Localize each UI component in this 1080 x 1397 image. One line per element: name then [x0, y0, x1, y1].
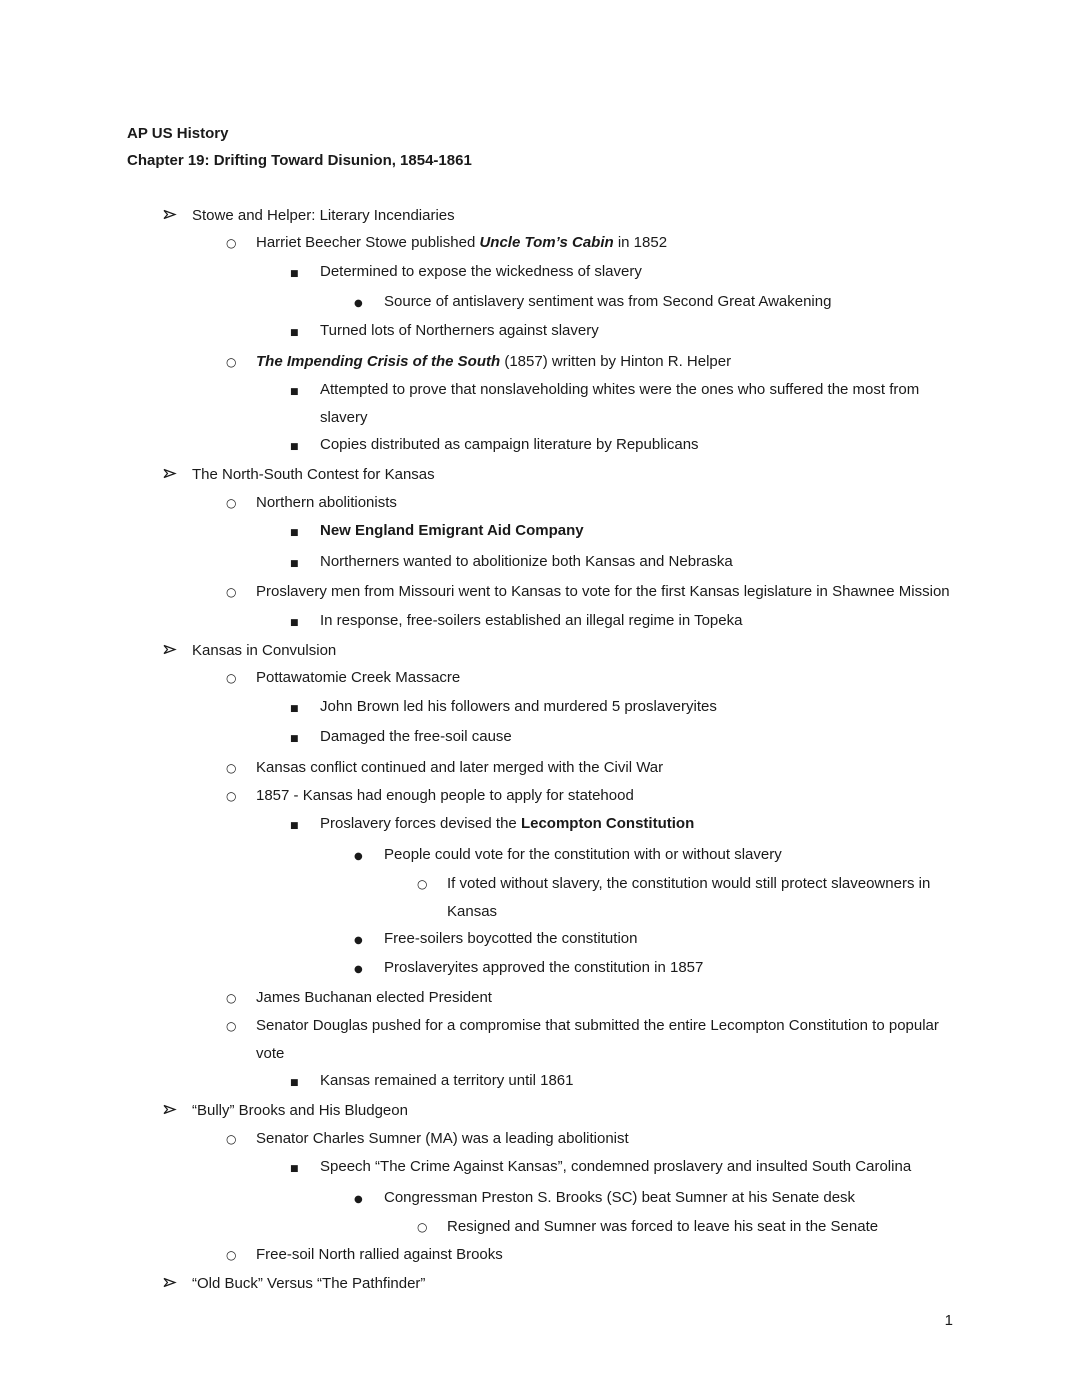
list-item: [162, 637, 953, 664]
bullet-arrow-icon: [162, 1097, 192, 1124]
list-item-text: Kansas remained a territory until 1861: [320, 1072, 574, 1089]
bullet-arrow-icon: [162, 461, 192, 488]
list-item-text: In response, free-soilers established an illegal regime in Topeka: [320, 611, 743, 629]
list-item-text: Attempted to prove that nonslaveholding whites were the ones who suffered the most from slavery: [320, 381, 920, 426]
list-item: [290, 548, 953, 578]
list-item-text: John Brown led his followers and murdered 5 proslaveryites: [320, 697, 717, 715]
bullet-circle-icon: ○: [226, 671, 237, 686]
list-item: [354, 954, 953, 983]
list-item-text: Pottawatomie Creek Massacre: [256, 669, 461, 687]
bullet-dot-icon: ●: [354, 850, 363, 862]
list-item: [162, 202, 953, 229]
bullet-square-icon: ■: [290, 268, 299, 279]
list-item: [354, 288, 953, 317]
outline-list: [127, 202, 953, 1297]
list-item-text: Damaged the free-soil cause: [320, 728, 512, 746]
list-item-text: Stowe and Helper: Literary Incendiaries: [192, 206, 455, 224]
bullet-circle-icon: ○: [417, 877, 428, 892]
list-item: [226, 984, 953, 1012]
list-item-text: Determined to expose the wickedness of slavery: [320, 262, 642, 280]
list-item: [290, 431, 953, 461]
bullet-square-icon: ■: [290, 1078, 299, 1088]
bullet-square-icon: ■: [290, 1164, 299, 1175]
document-subtitle: Chapter 19: Drifting Toward Disunion, 1854-1861: [127, 152, 472, 170]
bullet-arrow-icon: [162, 637, 192, 664]
list-item-text: New England Emigrant Aid Company: [320, 522, 584, 540]
list-item-text: Northern abolitionists: [256, 493, 397, 511]
bullet-circle-icon: ○: [226, 585, 237, 600]
bullet-circle-icon: ○: [226, 1019, 237, 1034]
list-item: [226, 754, 953, 782]
list-item-text: James Buchanan elected President: [256, 988, 492, 1006]
list-item-text: “Bully” Brooks and His Bludgeon: [192, 1102, 408, 1120]
list-item-text: Kansas conflict continued and later merged with the Civil War: [256, 758, 664, 776]
list-item-text: The Impending Crisis of the South (1857) written by Hinton R. Helper: [256, 352, 732, 370]
bullet-circle-icon: ○: [226, 495, 237, 510]
bullet-circle-icon: ○: [226, 760, 237, 775]
list-item-text: Resigned and Sumner was forced to leave his seat in the Senate: [447, 1218, 879, 1236]
bullet-arrow-icon: [162, 202, 192, 229]
list-item: [417, 1213, 953, 1241]
list-item-text: 1857 - Kansas had enough people to apply for statehood: [256, 786, 634, 804]
bullet-circle-icon: ○: [226, 990, 237, 1005]
list-item: [226, 782, 953, 810]
list-item-text: People could vote for the constitution with or without slavery: [384, 845, 782, 863]
list-item: [226, 1012, 953, 1067]
list-item: [226, 1241, 953, 1269]
bullet-circle-icon: ○: [226, 1248, 237, 1263]
list-item-text: Copies distributed as campaign literature by Republicans: [320, 436, 699, 454]
bullet-circle-icon: ○: [226, 788, 237, 803]
list-item: [226, 489, 953, 517]
bullet-square-icon: ■: [290, 734, 299, 745]
list-item-text: Free-soilers boycotted the constitution: [384, 929, 638, 947]
list-item-text: Senator Douglas pushed for a compromise that submitted the entire Lecompton Constitution to popular vote: [256, 1017, 939, 1062]
bullet-circle-icon: ○: [417, 1220, 428, 1235]
bullet-circle-icon: ○: [226, 1131, 237, 1146]
bullet-square-icon: ■: [290, 821, 299, 832]
list-item-text: If voted without slavery, the constitution would still protect slaveowners in Kansas: [447, 875, 931, 920]
list-item: [162, 1270, 953, 1297]
list-item: [290, 693, 953, 723]
list-item: [226, 664, 953, 692]
list-item-text: “Old Buck” Versus “The Pathfinder”: [192, 1274, 426, 1292]
list-item: [354, 841, 953, 870]
list-item: [226, 348, 953, 376]
bullet-square-icon: ■: [290, 328, 299, 339]
list-item: [354, 925, 953, 954]
bullet-square-icon: ■: [290, 703, 299, 714]
bullet-square-icon: ■: [290, 558, 299, 569]
list-item-text: Proslavery forces devised the Lecompton Constitution: [320, 815, 695, 833]
list-item: [290, 376, 953, 431]
bullet-dot-icon: ●: [354, 934, 363, 946]
list-item-text: Congressman Preston S. Brooks (SC) beat Sumner at his Senate desk: [384, 1188, 856, 1206]
list-item-text: Free-soil North rallied against Brooks: [256, 1246, 503, 1264]
list-item: [417, 870, 953, 925]
bullet-circle-icon: ○: [226, 236, 237, 251]
list-item: [162, 1097, 953, 1124]
list-item: [226, 1125, 953, 1153]
list-item-text: Northerners wanted to abolitionize both Kansas and Nebraska: [320, 552, 733, 570]
bullet-square-icon: ■: [290, 442, 299, 453]
list-item-text: Source of antislavery sentiment was from Second Great Awakening: [384, 293, 832, 311]
bullet-square-icon: ■: [290, 617, 299, 628]
bullet-dot-icon: ●: [354, 298, 363, 310]
bullet-circle-icon: ○: [226, 354, 237, 369]
bullet-dot-icon: ●: [354, 964, 363, 976]
list-item: [290, 258, 953, 288]
bullet-square-icon: ■: [290, 387, 299, 398]
list-item: [290, 517, 953, 547]
list-item: [290, 723, 953, 753]
list-item-text: Proslavery men from Missouri went to Kansas to vote for the first Kansas legislature in Shawnee Mission: [256, 583, 950, 601]
list-item-text: Senator Charles Sumner (MA) was a leading abolitionist: [256, 1129, 629, 1147]
list-item-text: The North-South Contest for Kansas: [192, 466, 435, 484]
list-item-text: Speech “The Crime Against Kansas”, condemned proslavery and insulted South Carolina: [320, 1158, 912, 1176]
list-item: [290, 317, 953, 347]
bullet-dot-icon: ●: [354, 1193, 363, 1205]
list-item: [162, 461, 953, 488]
bullet-arrow-icon: [162, 1270, 192, 1297]
list-item-text: Proslaveryites approved the constitution in 1857: [384, 959, 704, 977]
list-item-text: Kansas in Convulsion: [192, 641, 337, 659]
list-item: [226, 578, 953, 606]
list-item: [290, 1067, 953, 1097]
document-title: AP US History: [127, 125, 229, 142]
list-item-text: Harriet Beecher Stowe published Uncle Tom’s Cabin in 1852: [256, 234, 668, 252]
list-item-text: Turned lots of Northerners against slavery: [320, 322, 599, 340]
list-item: [290, 1153, 953, 1183]
list-item: [290, 810, 953, 840]
list-item: [226, 229, 953, 257]
list-item: [290, 607, 953, 637]
list-item: [354, 1184, 953, 1213]
page-number: 1: [944, 1312, 953, 1329]
bullet-square-icon: ■: [290, 528, 299, 539]
